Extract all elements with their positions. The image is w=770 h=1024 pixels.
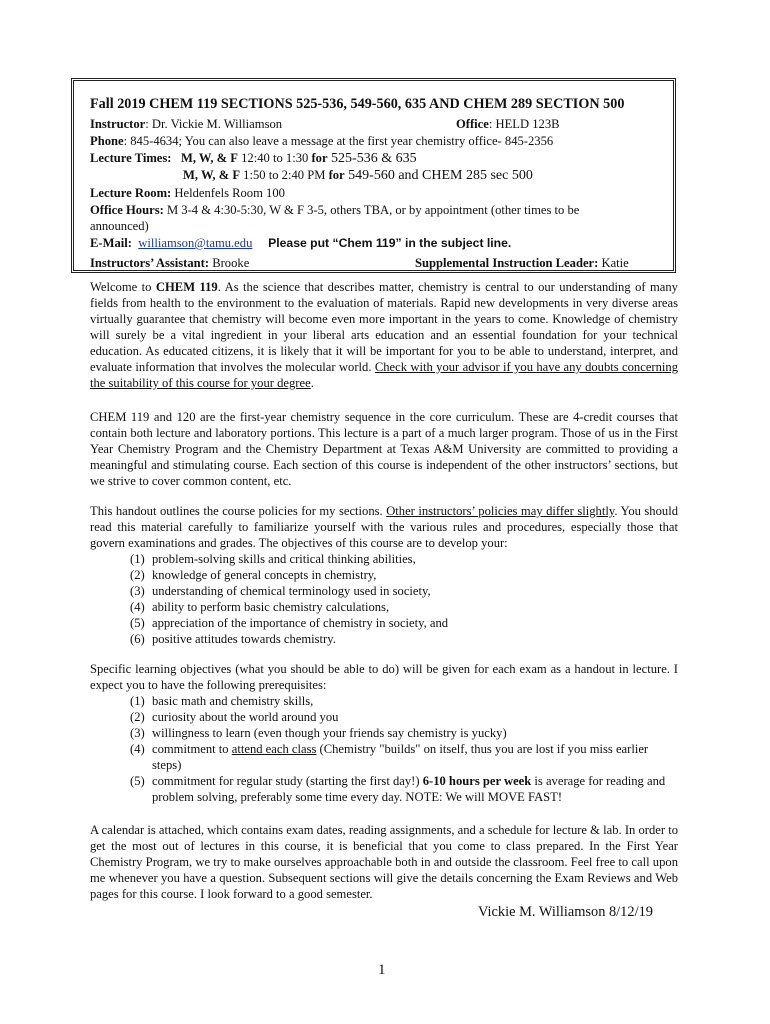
attend-each-class: attend each class xyxy=(231,742,317,756)
policies-differ-note: Other instructors’ policies may differ slightly xyxy=(386,504,615,518)
assistant-value: Brooke xyxy=(209,256,250,270)
list-item: (2) curiosity about the world around you xyxy=(130,710,339,724)
email-label: E-Mail: xyxy=(90,236,132,250)
assistant-label: Instructors’ Assistant: xyxy=(90,256,210,270)
list-item: (3) understanding of chemical terminology used in society, xyxy=(130,584,431,598)
lecture-times-label: Lecture Times: xyxy=(90,151,172,165)
prerequisites-list xyxy=(90,693,678,805)
si-leader-label: Supplemental Instruction Leader: xyxy=(415,256,599,270)
hours-per-week: 6-10 hours per week xyxy=(422,774,532,788)
email-note: Please put “Chem 119” in the subject line. xyxy=(268,236,512,250)
calendar-text: A calendar is attached, which contains exam dates, reading assignments, and a schedule for lecture & lab. In order to get the most out of lectures in this course, it is beneficial that you come to class prepared. In the First Year Chemistry Program, we try to make ourselves approachable both in and outside the classroom. Feel free to call upon me whenever you have a question. Subsequent sections will give the details concerning the Exam Reviews and Web pages for this course. I look forward to a good semester. xyxy=(90,823,678,901)
prerequisites-paragraph xyxy=(90,661,678,805)
list-item: (2) knowledge of general concepts in chemistry, xyxy=(130,568,377,582)
list-item: (5) commitment for regular study (starting the first day!) 6-10 hours per week is average for reading and problem solving, preferably some time every day. NOTE: We will MOVE FAST! xyxy=(130,774,666,804)
list-item: (4) ability to perform basic chemistry calculations, xyxy=(130,600,390,614)
objectives-list xyxy=(90,551,678,647)
lecture-room-value: Heldenfels Room 100 xyxy=(171,186,285,200)
lecture-sections-2: 549-560 and CHEM 285 sec 500 xyxy=(344,168,533,183)
course-title: Fall 2019 CHEM 119 SECTIONS 525-536, 549-560, 635 AND CHEM 289 SECTION 500 xyxy=(90,96,625,112)
lecture-for-1: for xyxy=(311,151,328,165)
list-item: (1) problem-solving skills and critical thinking abilities, xyxy=(130,552,416,566)
sequence-text: CHEM 119 and 120 are the first-year chemistry sequence in the core curriculum. These are 4-credit courses that contain both lecture and laboratory portions. This lecture is a part of a much larger program. Those of us in the First Year Chemistry Program and the Chemistry Department at Texas A&M University are committed to providing a meaningful and stimulating course. Each section of this course is independent of the other instructors’ sections, but we strive to cover common content, etc. xyxy=(90,410,678,488)
page-number: 1 xyxy=(378,962,386,978)
phone-label: Phone xyxy=(90,134,124,148)
office-hours-line-2: announced) xyxy=(90,219,149,233)
email-line xyxy=(90,235,511,251)
policies-text-c: . You should read this material carefully to familiarize yourself with the various rules and procedures, especially those that govern examinations and grades. The objectives of this course are to develop your: xyxy=(90,504,678,550)
lecture-days-1: M, W, & F xyxy=(180,151,238,165)
lecture-days-2: M, W, & F xyxy=(183,168,241,182)
advisor-note: Check with your advisor if you have any doubts concerning the suitability of this course for your degree xyxy=(90,360,678,390)
signature: Vickie M. Williamson 8/12/19 xyxy=(478,904,653,920)
welcome-paragraph xyxy=(90,279,678,391)
lecture-sections-1: 525-536 & 635 xyxy=(327,151,417,166)
lecture-times-line-1 xyxy=(90,150,417,167)
office-line xyxy=(456,116,560,132)
email-link[interactable]: williamson@tamu.edu xyxy=(138,236,253,250)
list-item: (6) positive attitudes towards chemistry. xyxy=(130,632,336,646)
lecture-for-2: for xyxy=(328,168,345,182)
lecture-room-line xyxy=(90,185,285,201)
policies-text-a: This handout outlines the course policies for my sections. xyxy=(90,504,387,518)
office-hours-line xyxy=(90,202,579,218)
phone-line xyxy=(90,133,553,149)
si-leader-line xyxy=(415,255,629,271)
course-info-box xyxy=(71,78,676,273)
assistant-line xyxy=(90,255,249,271)
list-item: (5) appreciation of the importance of chemistry in society, and xyxy=(130,616,449,630)
lecture-times-line-2 xyxy=(183,167,533,184)
prerequisites-intro: Specific learning objectives (what you should be able to do) will be given for each exam as a handout in lecture. I expect you to have the following prerequisites: xyxy=(90,662,678,692)
welcome-text-a: Welcome to xyxy=(90,280,156,294)
office-value: : HELD 123B xyxy=(488,117,560,131)
policies-paragraph xyxy=(90,503,678,647)
lecture-room-label: Lecture Room: xyxy=(90,186,172,200)
si-leader-value: Katie xyxy=(598,256,629,270)
phone-value: : 845-4634; You can also leave a message at the first year chemistry office- 845-2356 xyxy=(123,134,554,148)
office-hours-value: M 3-4 & 4:30-5:30, W & F 3-5, others TBA, or by appointment (other times to be xyxy=(163,203,580,217)
list-item: (4) commitment to attend each class (Chemistry "builds" on itself, thus you are lost if you miss earlier steps) xyxy=(130,742,649,772)
instructor-line xyxy=(90,116,282,132)
list-item: (1) basic math and chemistry skills, xyxy=(130,694,314,708)
welcome-course: CHEM 119 xyxy=(155,280,218,294)
lecture-time-1: 12:40 to 1:30 xyxy=(237,151,312,165)
lecture-time-2: 1:50 to 2:40 PM xyxy=(240,168,329,182)
office-label: Office xyxy=(456,117,489,131)
list-item: (3) willingness to learn (even though your friends say chemistry is yucky) xyxy=(130,726,507,740)
welcome-text-c: . As the science that describes matter, chemistry is central to our understanding of many fields from health to the environment to the evaluation of materials. Rapid new developments in very diverse areas virtually guarantee that chemistry will become even more important in the years to come. Knowledge of chemistry will surely be a vital ingredient in your liberal arts education and an essential foundation for your technical education. As educated citizens, it is likely that it will be important for you to be able to understand, interpret, and evaluate information that involves the molecular world. xyxy=(90,280,678,374)
calendar-paragraph xyxy=(90,822,678,902)
office-hours-label: Office Hours: xyxy=(90,203,164,217)
welcome-text-e: . xyxy=(310,376,314,390)
sequence-paragraph xyxy=(90,409,678,489)
instructor-value: : Dr. Vickie M. Williamson xyxy=(145,117,283,131)
instructor-label: Instructor xyxy=(90,117,146,131)
